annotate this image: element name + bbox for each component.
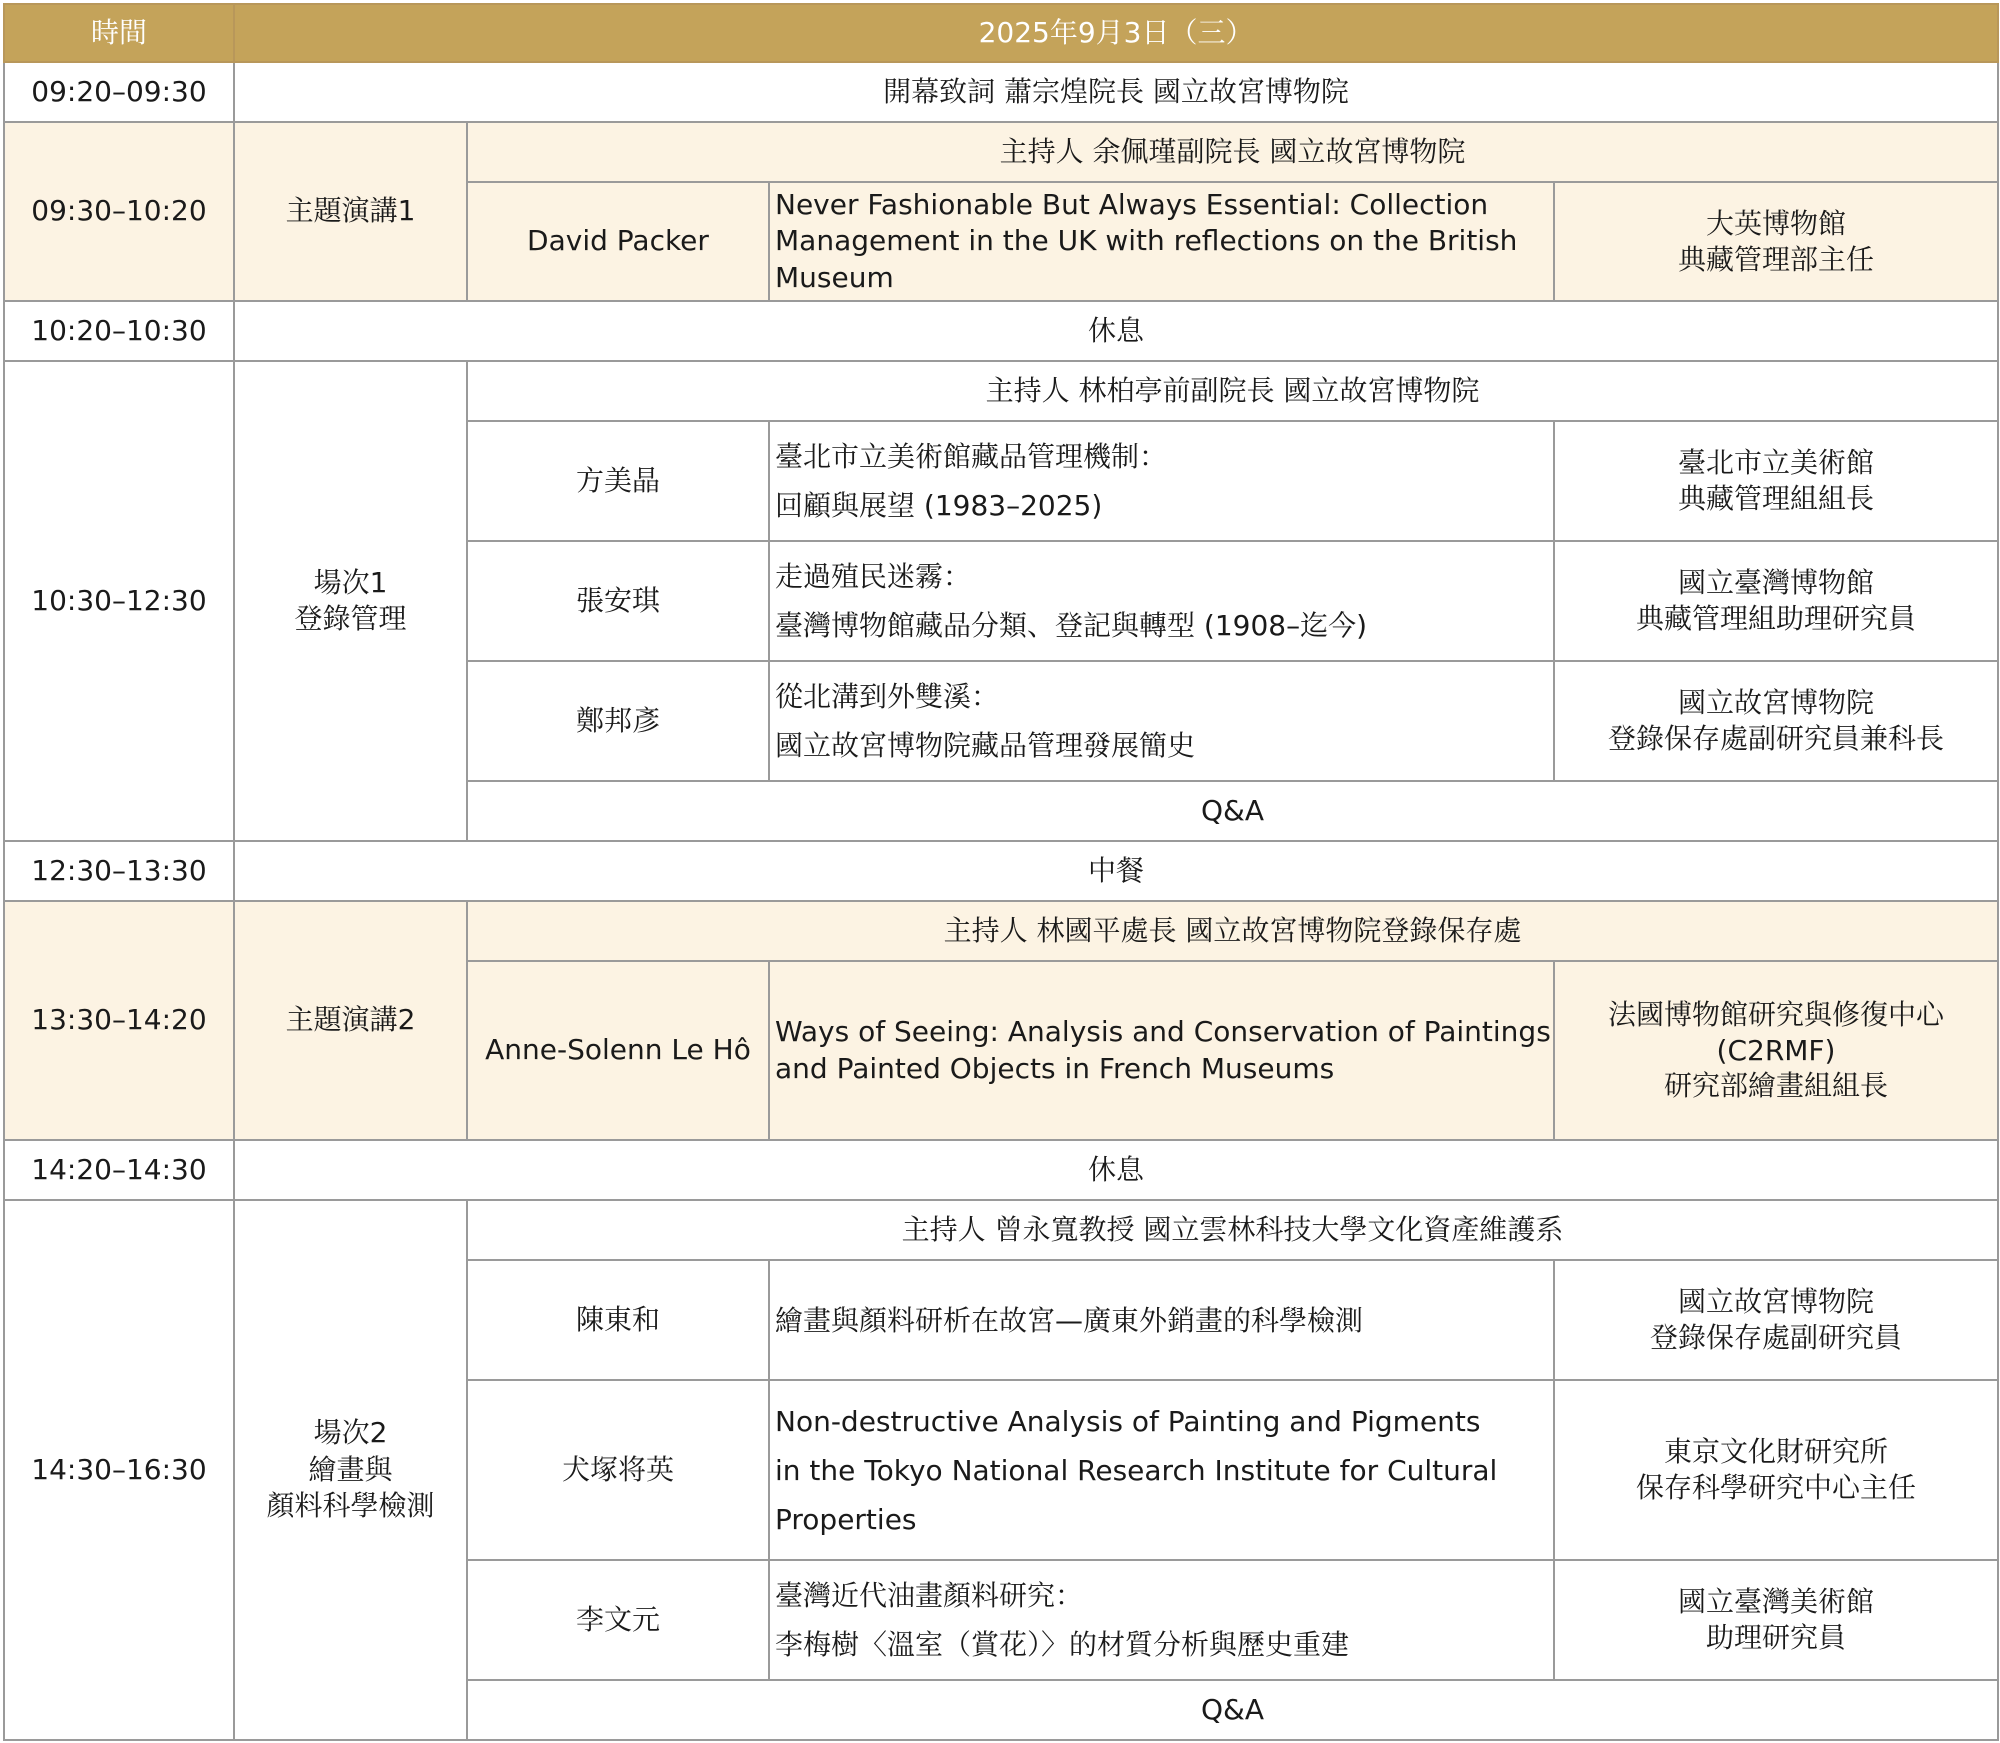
speaker-cell: 張安琪 <box>467 541 769 661</box>
affiliation-cell <box>1554 661 1998 781</box>
speaker-cell: 犬塚将英 <box>467 1380 769 1560</box>
host-cell: 主持人 林柏亭前副院長 國立故宮博物院 <box>467 361 1998 421</box>
speaker-cell: 陳東和 <box>467 1260 769 1380</box>
affiliation-cell <box>1554 541 1998 661</box>
session-label-line: 登錄管理 <box>294 602 407 635</box>
topic-line: 臺北市立美術館藏品管理機制： <box>775 440 1168 473</box>
affiliation-line: 國立故宮博物院 <box>1678 1285 1875 1319</box>
host-cell: 主持人 余佩瑾副院長 國立故宮博物院 <box>467 122 1998 182</box>
row-opening <box>4 62 1998 122</box>
affiliation-cell <box>1554 1260 1998 1380</box>
speaker-cell: David Packer <box>467 182 769 301</box>
topic-line: 回顧與展望 (1983–2025) <box>775 489 1103 522</box>
header-date: 2025年9月3日（三） <box>234 4 1998 62</box>
topic-cell: Ways of Seeing: Analysis and Conservation of Paintings and Painted Objects in French Museums <box>769 961 1554 1140</box>
session-label: 主題演講2 <box>234 901 467 1140</box>
affiliation-line: 國立臺灣美術館 <box>1678 1585 1875 1619</box>
affiliation-line: 國立臺灣博物館 <box>1678 566 1875 600</box>
affiliation-line: 保存科學研究中心主任 <box>1636 1471 1917 1504</box>
topic-line: 臺灣近代油畫顏料研究： <box>775 1579 1084 1612</box>
topic-cell: Never Fashionable But Always Essential: Collection Management in the UK with reflections on the British Museum <box>769 182 1554 301</box>
topic-line: in the Tokyo National Research Institute for Cultural <box>775 1453 1498 1487</box>
time-cell: 10:20–10:30 <box>4 301 234 361</box>
topic-line: 國立故宮博物院藏品管理發展簡史 <box>775 729 1196 762</box>
session-label <box>234 361 467 841</box>
topic-line: Non-destructive Analysis of Painting and Pigments <box>775 1404 1481 1438</box>
time-cell: 14:20–14:30 <box>4 1140 234 1200</box>
affiliation-line: 臺北市立美術館 <box>1678 446 1875 480</box>
row-lunch <box>4 841 1998 901</box>
topic-cell <box>769 541 1554 661</box>
session-label-line: 場次2 <box>313 1416 388 1450</box>
time-cell: 10:30–12:30 <box>4 361 234 841</box>
host-cell: 主持人 林國平處長 國立故宮博物院登錄保存處 <box>467 901 1998 961</box>
session-label-line: 顏料科學檢測 <box>266 1489 435 1523</box>
affiliation-line: 大英博物館 <box>1706 206 1847 240</box>
qa-cell: Q&A <box>467 781 1998 841</box>
session-label <box>234 1200 467 1740</box>
topic-cell <box>769 421 1554 541</box>
row-keynote1-host <box>4 122 1998 182</box>
opening-remarks: 開幕致詞 蕭宗煌院長 國立故宮博物院 <box>234 62 1998 122</box>
agenda-table <box>3 3 1999 1741</box>
topic-line: 李梅樹〈溫室（賞花）〉的材質分析與歷史重建 <box>775 1628 1350 1661</box>
affiliation-line: 登錄保存處副研究員兼科長 <box>1608 722 1945 755</box>
speaker-cell: 方美晶 <box>467 421 769 541</box>
topic-cell <box>769 1380 1554 1560</box>
affiliation-line: 典藏管理組組長 <box>1678 482 1875 515</box>
topic-line: 繪畫與顏料研析在故宮—廣東外銷畫的科學檢測 <box>775 1303 1364 1337</box>
lunch-cell: 中餐 <box>234 841 1998 901</box>
session-label: 主題演講1 <box>234 122 467 301</box>
time-cell: 09:30–10:20 <box>4 122 234 301</box>
speaker-cell: 李文元 <box>467 1560 769 1680</box>
break-cell: 休息 <box>234 301 1998 361</box>
affiliation-cell <box>1554 961 1998 1140</box>
qa-cell: Q&A <box>467 1680 1998 1740</box>
time-cell: 14:30–16:30 <box>4 1200 234 1740</box>
topic-line: 臺灣博物館藏品分類、登記與轉型 (1908–迄今) <box>775 609 1368 642</box>
affiliation-line: 典藏管理部主任 <box>1678 242 1875 276</box>
row-break1 <box>4 301 1998 361</box>
affiliation-cell <box>1554 1380 1998 1560</box>
affiliation-line: 研究部繪畫組組長 <box>1664 1069 1889 1103</box>
topic-cell <box>769 1560 1554 1680</box>
affiliation-line: 典藏管理組助理研究員 <box>1636 602 1917 635</box>
affiliation-line: 國立故宮博物院 <box>1678 686 1875 720</box>
session-label-line: 場次1 <box>313 565 388 599</box>
host-cell: 主持人 曾永寬教授 國立雲林科技大學文化資產維護系 <box>467 1200 1998 1260</box>
affiliation-line: 登錄保存處副研究員 <box>1650 1321 1903 1354</box>
row-break2 <box>4 1140 1998 1200</box>
speaker-cell: 鄭邦彥 <box>467 661 769 781</box>
session-label-line: 繪畫與 <box>308 1452 393 1486</box>
time-cell: 13:30–14:20 <box>4 901 234 1140</box>
time-cell: 09:20–09:30 <box>4 62 234 122</box>
header-time: 時間 <box>4 4 234 62</box>
speaker-cell: Anne-Solenn Le Hô <box>467 961 769 1140</box>
affiliation-cell <box>1554 421 1998 541</box>
affiliation-line: 法國博物館研究與修復中心 <box>1608 997 1945 1031</box>
topic-cell <box>769 661 1554 781</box>
affiliation-line: 東京文化財研究所 <box>1664 1435 1889 1469</box>
topic-line: 走過殖民迷霧： <box>775 560 972 593</box>
topic-cell <box>769 1260 1554 1380</box>
row-session2-host <box>4 1200 1998 1260</box>
time-cell: 12:30–13:30 <box>4 841 234 901</box>
break-cell: 休息 <box>234 1140 1998 1200</box>
affiliation-cell <box>1554 182 1998 301</box>
affiliation-cell <box>1554 1560 1998 1680</box>
topic-line: 從北溝到外雙溪： <box>775 680 1000 713</box>
row-keynote2-host <box>4 901 1998 961</box>
row-session1-host <box>4 361 1998 421</box>
topic-line: Properties <box>775 1502 917 1536</box>
affiliation-line: (C2RMF) <box>1716 1033 1836 1067</box>
affiliation-line: 助理研究員 <box>1706 1621 1847 1654</box>
